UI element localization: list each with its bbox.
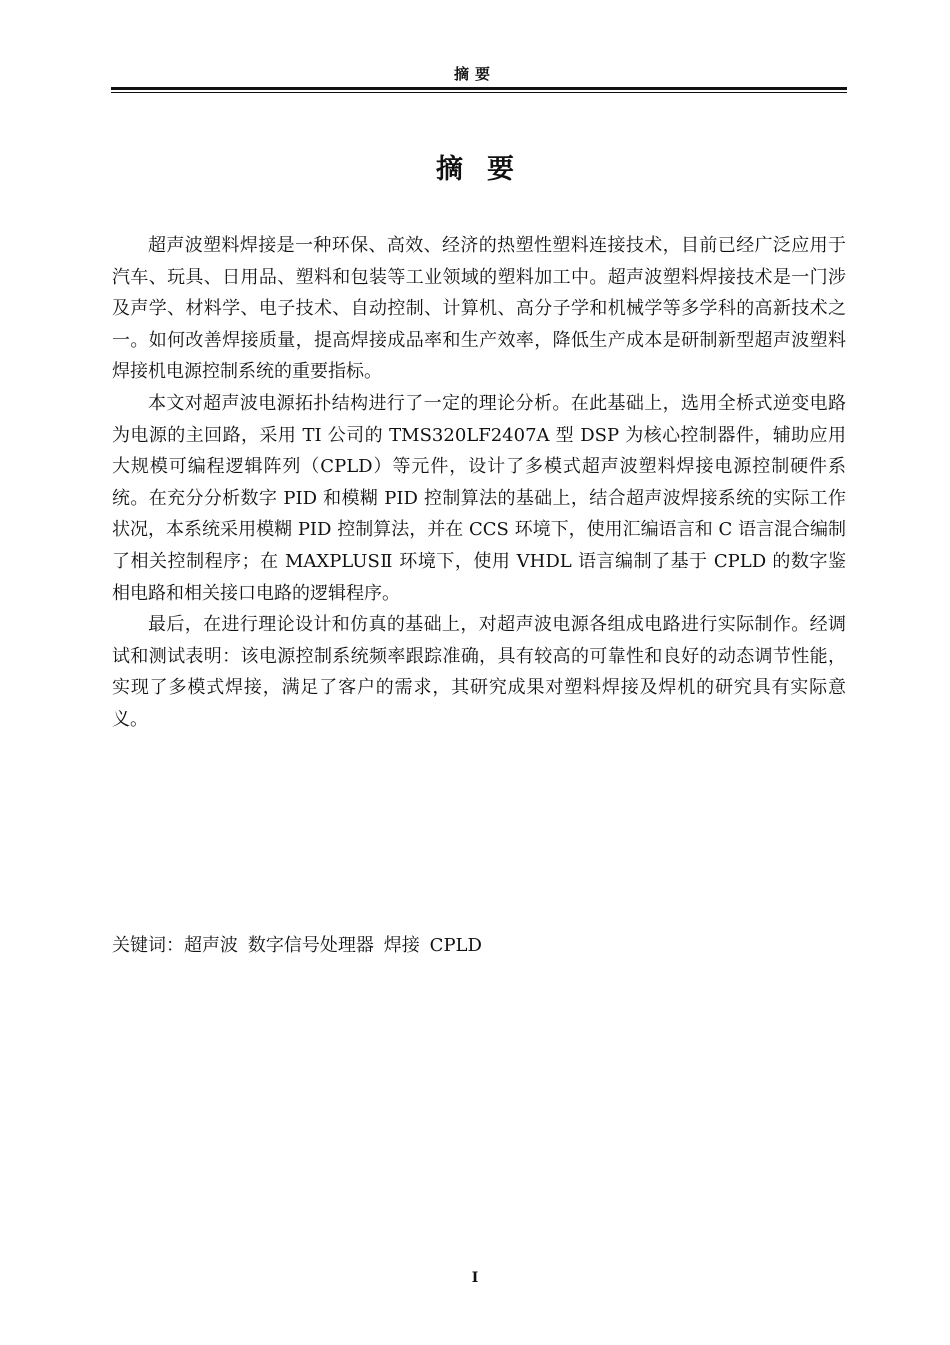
keyword-item: 超声波: [184, 935, 238, 956]
header-rule-thin: [111, 92, 847, 93]
keyword-item: 数字信号处理器: [247, 935, 374, 956]
abstract-body: [112, 230, 846, 736]
abstract-paragraph-2: 本文对超声波电源拓扑结构进行了一定的理论分析。在此基础上，选用全桥式逆变电路为电源的主回路，采用 TI 公司的 TMS320LF2407A 型 DSP 为核心控制器件，辅助应用大规模可编程逻辑阵列（CPLD）等元件，设计了多模式超声波塑料焊接电源控制硬件系统。在充分分析数字 PID 和模糊 PID 控制算法的基础上，结合超声波焊接系统的实际工作状况，本系统采用模糊 PID 控制算法，并在 CCS 环境下，使用汇编语言和 C 语言混合编制了相关控制程序；在 MAXPLUSⅡ 环境下，使用 VHDL 语言编制了基于 CPLD 的数字鉴相电路和相关接口电路的逻辑程序。: [112, 392, 846, 604]
running-header: 摘要: [453, 65, 496, 83]
abstract-paragraph-3: 最后，在进行理论设计和仿真的基础上，对超声波电源各组成电路进行实际制作。经调试和测试表明：该电源控制系统频率跟踪准确，具有较高的可靠性和良好的动态调节性能，实现了多模式焊接，满足了客户的需求，其研究成果对塑料焊接及焊机的研究具有实际意义。: [112, 614, 846, 730]
keyword-item: CPLD: [429, 935, 482, 956]
page-title: 摘要: [436, 154, 538, 185]
keywords-label: 关键词：: [112, 935, 184, 956]
keywords-line: [112, 930, 846, 961]
header-rule-thick: [111, 87, 847, 90]
keyword-item: 焊接: [383, 935, 420, 956]
abstract-paragraph-1: 超声波塑料焊接是一种环保、高效、经济的热塑性塑料连接技术，目前已经广泛应用于汽车、玩具、日用品、塑料和包装等工业领域的塑料加工中。超声波塑料焊接技术是一门涉及声学、材料学、电子技术、自动控制、计算机、高分子学和机械学等多学科的高新技术之一。如何改善焊接质量，提高焊接成品率和生产效率，降低生产成本是研制新型超声波塑料焊接机电源控制系统的重要指标。: [112, 235, 846, 383]
page-number: I: [471, 1270, 479, 1286]
